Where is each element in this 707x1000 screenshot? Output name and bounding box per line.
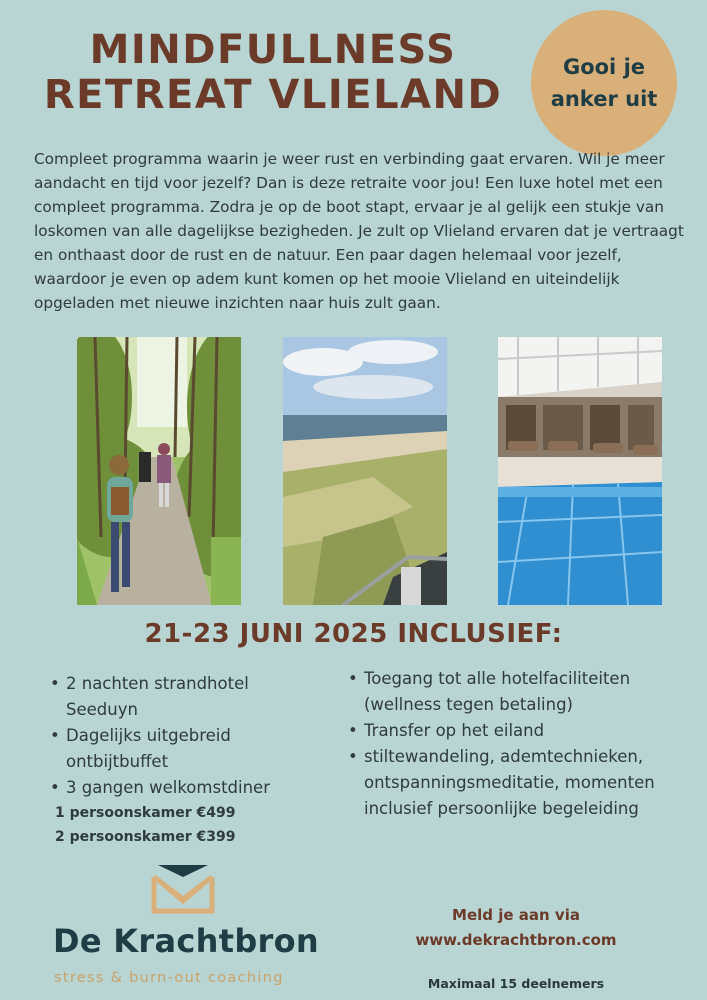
brand-name: De Krachtbron xyxy=(53,922,319,960)
hotel-pool-photo xyxy=(498,337,662,605)
list-item: • 2 nachten strandhotel Seeduyn xyxy=(50,671,300,723)
included-list-left xyxy=(50,671,300,801)
website-link[interactable]: www.dekrachtbron.com xyxy=(415,931,617,949)
forest-walk-photo xyxy=(77,337,241,605)
anchor-badge xyxy=(531,10,677,156)
page-title xyxy=(28,28,518,118)
list-item: • 3 gangen welkomstdiner xyxy=(50,775,300,801)
included-list-right xyxy=(348,666,678,822)
list-item: • Dagelijks uitgebreid ontbijtbuffet xyxy=(50,723,300,775)
dates-heading: 21-23 JUNI 2025 INCLUSIEF: xyxy=(144,619,563,649)
intro-paragraph: Compleet programma waarin je weer rust en verbinding gaat ervaren. Wil je meer aandacht en tijd voor jezelf? Dan is deze retraite voor jou! Een luxe hotel met een compleet programma. Zodra je op de boot stapt, ervaar je al gelijk een stukje van loskomen van alle dagelijkse bezigheden. Je zult op Vlieland ervaren dat je vertraagt en onthaast door de rust en de natuur. Een paar dagen helemaal voor jezelf, waardoor je even op adem kunt komen op het mooie Vlieland en uiteindelijk opgeladen met nieuwe inzichten naar huis zult gaan. xyxy=(34,150,684,312)
price-double-room: 2 persoonskamer €399 xyxy=(55,829,236,845)
max-participants: Maximaal 15 deelnemers xyxy=(427,976,605,991)
title-line-1: MINDFULLNESS xyxy=(89,27,457,73)
price-single-room: 1 persoonskamer €499 xyxy=(55,805,236,821)
krachtbron-logo-icon xyxy=(150,865,216,915)
brand-tagline: stress & burn-out coaching xyxy=(54,970,284,986)
list-item: • Toegang tot alle hotelfaciliteiten (wellness tegen betaling) xyxy=(348,666,678,718)
signup-text: Meld je aan via xyxy=(452,906,580,924)
badge-line-1: Gooi je xyxy=(562,55,646,79)
badge-line-2: anker uit xyxy=(550,87,658,111)
beach-dunes-photo xyxy=(283,337,447,605)
title-line-2: RETREAT VLIELAND xyxy=(43,72,503,118)
list-item: • Transfer op het eiland xyxy=(348,718,678,744)
list-item: • stiltewandeling, ademtechnieken, ontspanningsmeditatie, momenten inclusief persoonlijke begeleiding xyxy=(348,744,678,822)
